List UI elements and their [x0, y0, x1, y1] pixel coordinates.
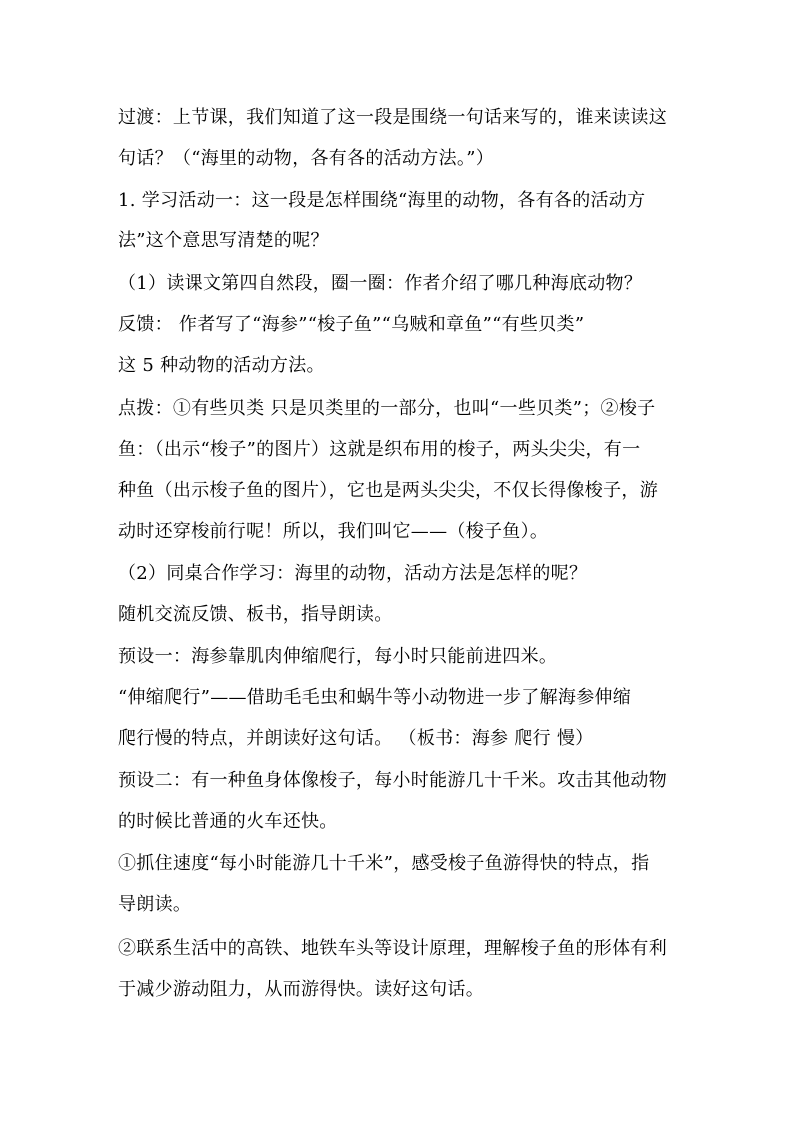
- text-line: 的时候比普通的火车还快。: [118, 811, 338, 832]
- text-line: （2）同桌合作学习：海里的动物，活动方法是怎样的呢？: [118, 563, 588, 584]
- text-line: （1）读课文第四自然段，圈一圈：作者介绍了哪几种海底动物？: [118, 273, 643, 294]
- text-line: 爬行慢的特点，并朗读好这句话。 （板书：海参 爬行 慢）: [118, 728, 594, 749]
- text-line: “伸缩爬行”——借助毛毛虫和蜗牛等小动物进一步了解海参伸缩: [118, 687, 632, 708]
- text-line: 法”这个意思写清楚的呢？: [118, 230, 329, 251]
- text-line: 导朗读。: [118, 894, 192, 915]
- text-line: 随机交流反馈、板书，指导朗读。: [118, 604, 393, 625]
- text-line: 句话？（“海里的动物，各有各的活动方法。”）: [118, 148, 495, 169]
- text-line: ①抓住速度“每小时能游几十千米”，感受梭子鱼游得快的特点，指: [118, 853, 650, 874]
- text-line: ②联系生活中的高铁、地铁车头等设计原理，理解梭子鱼的形体有利: [118, 938, 667, 959]
- text-line: 动时还穿梭前行呢！所以，我们叫它——（梭子鱼）。: [118, 521, 549, 542]
- text-line: 1. 学习活动一：这一段是怎样围绕“海里的动物，各有各的活动方: [118, 190, 646, 211]
- text-line: 预设二：有一种鱼身体像梭子，每小时能游几十千米。攻击其他动物: [118, 770, 667, 791]
- text-line: 过渡：上节课，我们知道了这一段是围绕一句话来写的，谁来读读这: [118, 107, 667, 128]
- text-line: 鱼：（出示“梭子”的图片）这就是织布用的梭子，两头尖尖，有一: [118, 439, 641, 460]
- text-line: 于减少游动阻力，从而游得快。读好这句话。: [118, 979, 484, 1000]
- text-line: 预设一：海参靠肌肉伸缩爬行，每小时只能前进四米。: [118, 646, 558, 667]
- text-line: 反馈： 作者写了“海参”“梭子鱼”“乌贼和章鱼”“有些贝类”: [118, 314, 585, 335]
- text-line: 这 5 种动物的活动方法。: [118, 355, 325, 376]
- text-line: 种鱼（出示梭子鱼的图片），它也是两头尖尖，不仅长得像梭子，游: [118, 480, 658, 501]
- text-line: 点拨：①有些贝类 只是贝类里的一部分，也叫“一些贝类”；②梭子: [118, 398, 656, 419]
